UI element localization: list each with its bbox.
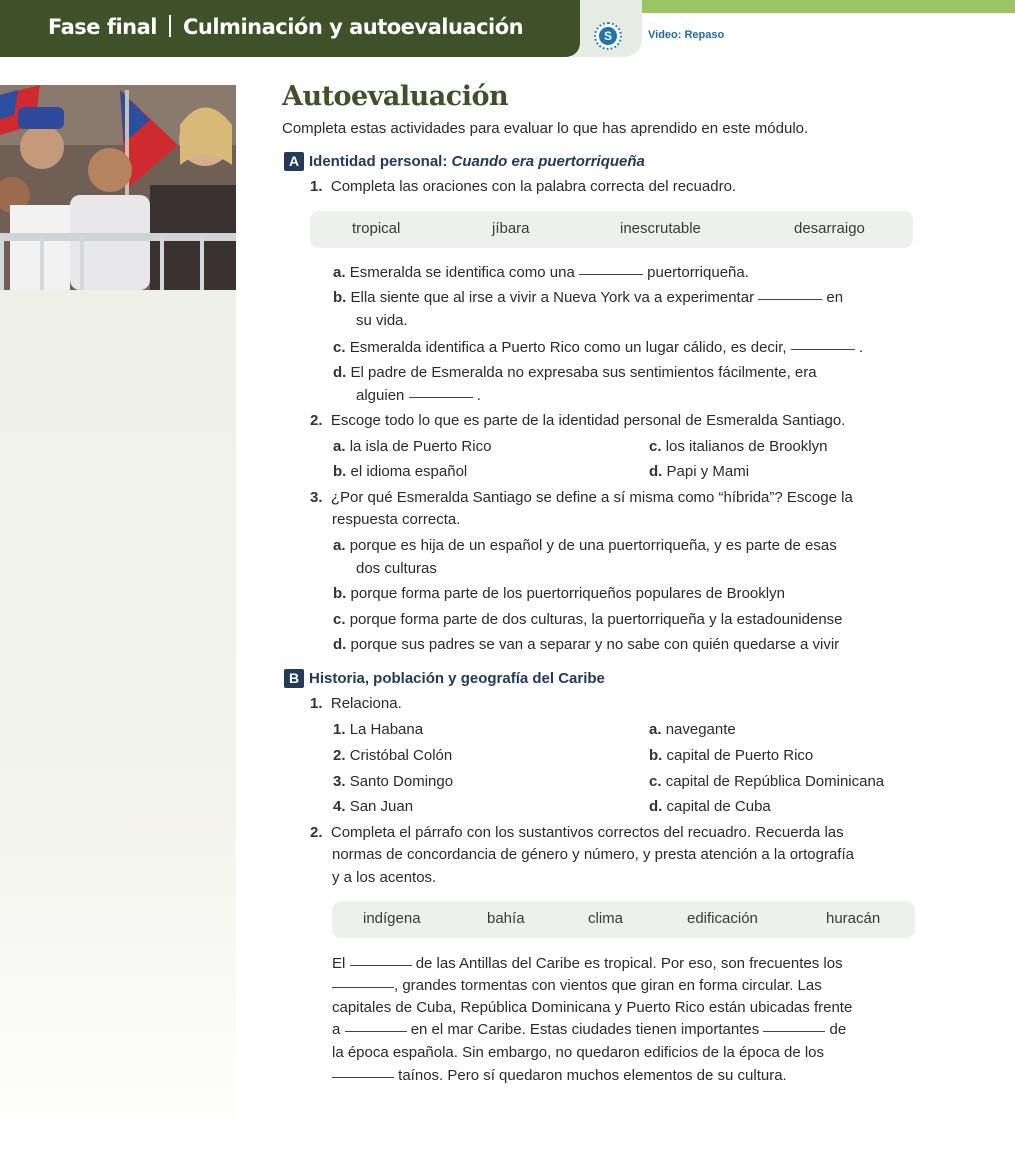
match-right-item [649,719,736,741]
answer-blank[interactable] [409,397,473,398]
answer-blank[interactable] [332,1077,394,1078]
a-q2-option-c[interactable] [649,436,827,458]
option-letter: a. [333,438,346,455]
match-text: capital de República Dominicana [665,773,885,790]
match-number: 4. [333,798,346,815]
phase-label: Fase final [48,15,157,39]
a-q3-option-d[interactable] [333,634,839,656]
a-q3-option-a-line2: dos culturas [356,560,437,577]
match-letter: c. [649,773,662,790]
b-q2-number: 2. [310,824,323,841]
parade-photo [0,85,236,290]
a-q2-option-d[interactable] [649,461,749,483]
word-bank-item: clima [588,910,624,927]
b-word-bank [332,901,915,938]
b-q1-text: Relaciona. [330,695,402,712]
answer-blank[interactable] [758,299,822,300]
word-bank-item: inescrutable [620,220,701,237]
option-letter: b. [333,585,347,602]
paragraph-text: , grandes tormentas con vientos que giran en forma circular. Las [394,977,822,994]
match-number: 2. [333,747,346,764]
paragraph-line: capitales de Cuba, República Dominicana y Puerto Rico están ubicadas frente [332,999,853,1016]
item-letter: b. [333,289,347,306]
paragraph-text: taínos. Pero sí quedaron muchos elementos de su cultura. [398,1067,787,1084]
option-letter: c. [333,611,346,628]
a-q3 [310,487,853,509]
a-q3-option-b[interactable] [333,583,785,605]
paragraph-line [332,975,822,997]
option-letter: a. [333,537,346,554]
section-b-badge: B [284,669,304,688]
b-q2-text-line3: y a los acentos. [332,869,437,886]
paragraph-line [332,1065,787,1087]
match-right-item [649,745,813,767]
section-b-heading [284,669,605,688]
match-text: San Juan [349,798,414,815]
match-number: 1. [333,721,346,738]
paragraph-line [332,953,843,975]
match-text: capital de Cuba [666,798,771,815]
video-repaso-link[interactable]: Video: Repaso [648,29,725,41]
option-letter: b. [333,463,347,480]
match-text: navegante [665,721,736,738]
match-number: 3. [333,773,346,790]
a-q1-item-d [333,362,817,384]
option-text: porque sus padres se van a separar y no sabe con quién quedarse a vivir [350,636,840,653]
option-text: el idioma español [350,463,468,480]
paragraph-text: de las Antillas del Caribe es tropical. Por eso, son frecuentes los [415,955,843,972]
word-bank-item: indígena [363,910,421,927]
section-a-heading [284,152,645,171]
match-letter: b. [649,747,663,764]
a-word-bank [310,211,913,248]
header-title [48,15,523,39]
a-q2-option-b[interactable] [333,461,467,483]
item-text: en [826,289,844,306]
item-text: Esmeralda identifica a Puerto Rico como un lugar cálido, es decir, [349,339,787,356]
option-text: los italianos de Brooklyn [665,438,828,455]
a-q1-text: Completa las oraciones con la palabra correcta del recuadro. [330,178,737,195]
b-q2-text-line2: normas de concordancia de género y número, y presta atención a la ortografía [332,846,854,863]
a-q3-text: ¿Por qué Esmeralda Santiago se define a sí misma como “híbrida”? Escoge la [330,489,853,506]
match-text: Santo Domingo [349,773,454,790]
match-letter: a. [649,721,662,738]
paragraph-line [332,1019,846,1041]
a-q1-item-b-line2: su vida. [356,312,408,329]
a-q2 [310,410,845,432]
section-b-title: Historia, población y geografía del Caribe [309,670,605,687]
a-q3-option-a[interactable] [333,535,837,557]
b-q1-number: 1. [310,695,323,712]
option-text: la isla de Puerto Rico [349,438,492,455]
section-a-badge: A [284,152,304,171]
paragraph-line: la época española. Sin embargo, no quedaron edificios de la época de los [332,1044,825,1061]
sidebar-background [0,290,236,1158]
option-text: porque forma parte de dos culturas, la puertorriqueña y la estadounidense [349,611,843,628]
section-a-title-italic: Cuando era puertorriqueña [451,153,645,170]
word-bank-item: edificación [687,910,758,927]
a-q2-option-a[interactable] [333,436,491,458]
match-left-item [333,745,452,767]
chapter-title: Culminación y autoevaluación [183,15,524,39]
item-text: . [858,339,864,356]
answer-blank[interactable] [350,965,412,966]
intro-text: Completa estas actividades para evaluar lo que has aprendido en este módulo. [282,120,809,137]
b-q1 [310,693,402,715]
video-icon-letter: S [599,27,617,45]
match-text: capital de Puerto Rico [666,747,814,764]
word-bank-item: jíbara [492,220,530,237]
a-q1-item-d-line2 [356,385,481,407]
item-text: . [476,387,481,404]
match-right-item [649,771,884,793]
a-q3-option-c[interactable] [333,609,843,631]
item-letter: c. [333,339,346,356]
a-q1-number: 1. [310,178,323,195]
b-q2 [310,822,844,844]
paragraph-text: en el mar Caribe. Estas ciudades tienen importantes [410,1021,760,1038]
word-bank-item: tropical [352,220,401,237]
answer-blank[interactable] [345,1031,407,1032]
a-q2-text: Escoge todo lo que es parte de la identidad personal de Esmeralda Santiago. [330,412,846,429]
match-left-item [333,796,413,818]
parade-photo-illustration [0,85,236,290]
b-q2-text: Completa el párrafo con los sustantivos correctos del recuadro. Recuerda las [330,824,844,841]
option-letter: d. [649,463,663,480]
option-text: porque es hija de un español y de una puertorriqueña, y es parte de esas [349,537,837,554]
item-text: puertorriqueña. [647,264,749,281]
option-text: Papi y Mami [666,463,750,480]
item-text: Ella siente que al irse a vivir a Nueva York va a experimentar [350,289,755,306]
answer-blank[interactable] [332,987,394,988]
answer-blank[interactable] [579,274,643,275]
header-divider [169,15,171,37]
match-left-item [333,771,453,793]
match-text: Cristóbal Colón [349,747,453,764]
a-q1-item-c [333,337,863,359]
video-play-icon[interactable] [594,22,622,50]
word-bank-item: bahía [487,910,525,927]
option-letter: d. [333,636,347,653]
a-q1-item-a [333,262,749,284]
item-text: Esmeralda se identifica como una [349,264,575,281]
option-text: porque forma parte de los puertorriqueños populares de Brooklyn [350,585,785,602]
answer-blank[interactable] [791,349,855,350]
answer-blank[interactable] [763,1031,825,1032]
match-left-item [333,719,423,741]
match-text: La Habana [349,721,424,738]
item-text: alguien [356,387,405,404]
paragraph-text: a [332,1021,341,1038]
word-bank-item: desarraigo [794,220,865,237]
match-letter: d. [649,798,663,815]
item-letter: a. [333,264,346,281]
paragraph-text: de [829,1021,847,1038]
page-title: Autoevaluación [282,81,509,112]
a-q2-number: 2. [310,412,323,429]
section-a-title: Identidad personal: [309,153,452,170]
item-letter: d. [333,364,347,381]
paragraph-text: El [332,955,346,972]
a-q3-text-line2: respuesta correcta. [332,511,461,528]
match-right-item [649,796,771,818]
option-letter: c. [649,438,662,455]
word-bank-item: huracán [826,910,881,927]
a-q1 [310,176,736,198]
item-text: El padre de Esmeralda no expresaba sus sentimientos fácilmente, era [350,364,817,381]
a-q1-item-b [333,287,843,309]
a-q3-number: 3. [310,489,323,506]
